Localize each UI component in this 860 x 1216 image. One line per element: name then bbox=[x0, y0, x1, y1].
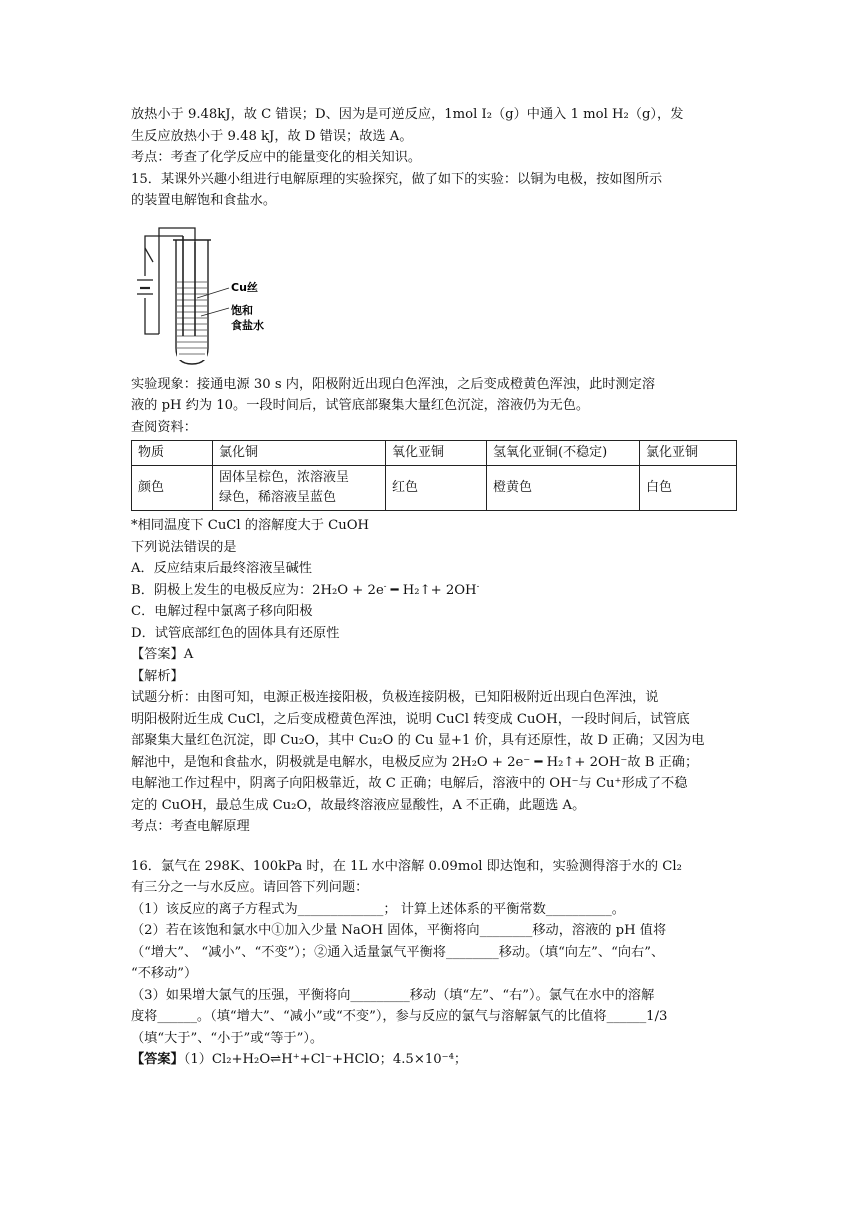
prev-kaodian: 考点：考查了化学反应中的能量变化的相关知识。 bbox=[131, 150, 422, 165]
q16-part-3c: （填“大于”、“小于”或“等于”）。 bbox=[131, 1030, 324, 1046]
q16-stem-1: 16．氯气在 298K、100kPa 时，在 1L 水中溶解 0.09mol 即达饱和，实验测得溶于水的 Cl₂ bbox=[131, 858, 682, 874]
table-cell: 白色 bbox=[640, 466, 737, 511]
table-cell: 氧化亚铜 bbox=[386, 441, 487, 466]
prev-line-1: 放热小于 9.48kJ，故 C 错误；D、因为是可逆反应，1mol I₂（g）中通入 1 mol H₂（g），发 bbox=[131, 107, 684, 122]
q16-stem-2: 有三分之一与水反应。请回答下列问题： bbox=[131, 880, 369, 895]
table-row bbox=[132, 441, 737, 466]
table-row bbox=[132, 466, 737, 511]
q15-analysis-3: 部聚集大量红色沉淀，即 Cu₂O，其中 Cu₂O 的 Cu 显+1 价，具有还原性，故 D 正确；又因为电 bbox=[131, 733, 705, 748]
table-cell: 物质 bbox=[132, 441, 213, 466]
q15-option-b: B．阴极上发生的电极反应为：2H₂O + 2e- ━ H₂↑+ 2OH- bbox=[131, 581, 480, 598]
q16-part-2c: “不移动”） bbox=[131, 966, 198, 981]
q15-answer: 【答案】A bbox=[131, 647, 194, 662]
table-cell: 氯化亚铜 bbox=[640, 441, 737, 466]
table-cell: 红色 bbox=[386, 466, 487, 511]
q15-ask: 下列说法错误的是 bbox=[131, 539, 237, 555]
q15-phenomenon-1: 实验现象：接通电源 30 s 内，阳极附近出现白色浑浊，之后变成橙黄色浑浊，此时测定溶 bbox=[131, 376, 656, 392]
q15-ref-title: 查阅资料： bbox=[131, 419, 197, 435]
option-b-text-2: ━ H₂↑+ 2OH bbox=[386, 582, 477, 598]
reference-table bbox=[131, 440, 737, 511]
q16-part-1: （1）该反应的离子方程式为_____________； 计算上述体系的平衡常数__________。 bbox=[131, 901, 625, 917]
prev-line-2: 生反应放热小于 9.48 kJ，故 D 错误；故选 A。 bbox=[131, 128, 413, 144]
table-cell: 橙黄色 bbox=[487, 466, 640, 511]
figure-label-cu: Cu丝 bbox=[231, 280, 258, 294]
option-b-text-1: B．阴极上发生的电极反应为：2H₂O + 2e bbox=[131, 582, 384, 598]
q15-option-a: A．反应结束后最终溶液呈碱性 bbox=[131, 561, 312, 576]
q15-phenomenon-2: 液的 pH 约为 10。一段时间后，试管底部聚集大量红色沉淀，溶液仍为无色。 bbox=[131, 398, 590, 413]
q16-part-3b: 度将______。（填“增大”、“减小”或“不变”），参与反应的氯气与溶解氯气的比值将______1/3 bbox=[131, 1009, 668, 1024]
q15-analysis-6: 定的 CuOH，最总生成 Cu₂O，故最终溶液应显酸性，A 不正确，此题选 A。 bbox=[131, 797, 586, 813]
figure-label-solution-2: 食盐水 bbox=[231, 318, 264, 332]
q15-analysis-4: 解池中，是饱和食盐水，阴极就是电解水，电极反应为 2H₂O + 2e⁻ ━ H₂↑+ 2OH⁻故 B 正确； bbox=[131, 754, 699, 770]
q15-kaodian: 考点：考查电解原理 bbox=[131, 819, 250, 834]
q16-answer bbox=[131, 1049, 731, 1071]
q15-analysis-2: 明阳极附近生成 CuCl，之后变成橙黄色浑浊，说明 CuCl 转变成 CuOH，一段时间后，试管底 bbox=[131, 711, 690, 727]
q15-analysis-5: 电解池工作过程中，阴离子向阳极靠近，故 C 正确；电解后，溶液中的 OH⁻与 Cu⁺形成了不稳 bbox=[131, 776, 688, 791]
q16-part-2a: （2）若在该饱和氯水中①加入少量 NaOH 固体，平衡将向________移动，溶液的 pH 值将 bbox=[131, 923, 667, 938]
table-cell: 氯化铜 bbox=[213, 441, 386, 466]
table-cell bbox=[213, 466, 386, 511]
q16-part-3a: （3）如果增大氯气的压强，平衡将向_________移动（填“左”、“右”）。氯气在水中的溶解 bbox=[131, 987, 655, 1003]
figure-label-solution-1: 饱和 bbox=[231, 303, 253, 317]
electrolysis-apparatus-figure bbox=[131, 218, 281, 368]
q15-note: *相同温度下 CuCl 的溶解度大于 CuOH bbox=[131, 518, 370, 533]
q15-option-d: D．试管底部红色的固体具有还原性 bbox=[131, 625, 340, 641]
table-cell: 氢氧化亚铜(不稳定) bbox=[487, 441, 640, 466]
q15-analysis-1: 试题分析：由图可知，电源正极连接阳极，负极连接阴极，已知阳极附近出现白色浑浊，说 bbox=[131, 690, 659, 705]
table-cell: 颜色 bbox=[132, 466, 213, 511]
table-cell-line: 固体呈棕色，浓溶液呈 bbox=[219, 470, 350, 485]
q15-analysis-title: 【解析】 bbox=[131, 668, 184, 684]
q16-answer-label: 【答案】 bbox=[131, 1052, 184, 1067]
table-cell-line: 绿色，稀溶液呈蓝色 bbox=[219, 490, 337, 505]
q15-stem-2: 的装置电解饱和食盐水。 bbox=[131, 193, 277, 208]
q16-answer-text: （1）Cl₂+H₂O⇌H⁺+Cl⁻+HClO；4.5×10⁻⁴； bbox=[183, 1052, 468, 1067]
q16-part-2b: （“增大”、 “减小”、“不变”）；②通入适量氯气平衡将________移动。（填“向左”、“向右”、 bbox=[131, 944, 665, 960]
q15-stem-1: 15．某课外兴趣小组进行电解原理的实验探究，做了如下的实验：以铜为电极，按如图所示 bbox=[131, 171, 663, 187]
electrolysis-diagram-icon bbox=[131, 218, 281, 368]
document-page bbox=[131, 104, 731, 1071]
q15-option-c: C．电解过程中氯离子移向阳极 bbox=[131, 604, 313, 619]
